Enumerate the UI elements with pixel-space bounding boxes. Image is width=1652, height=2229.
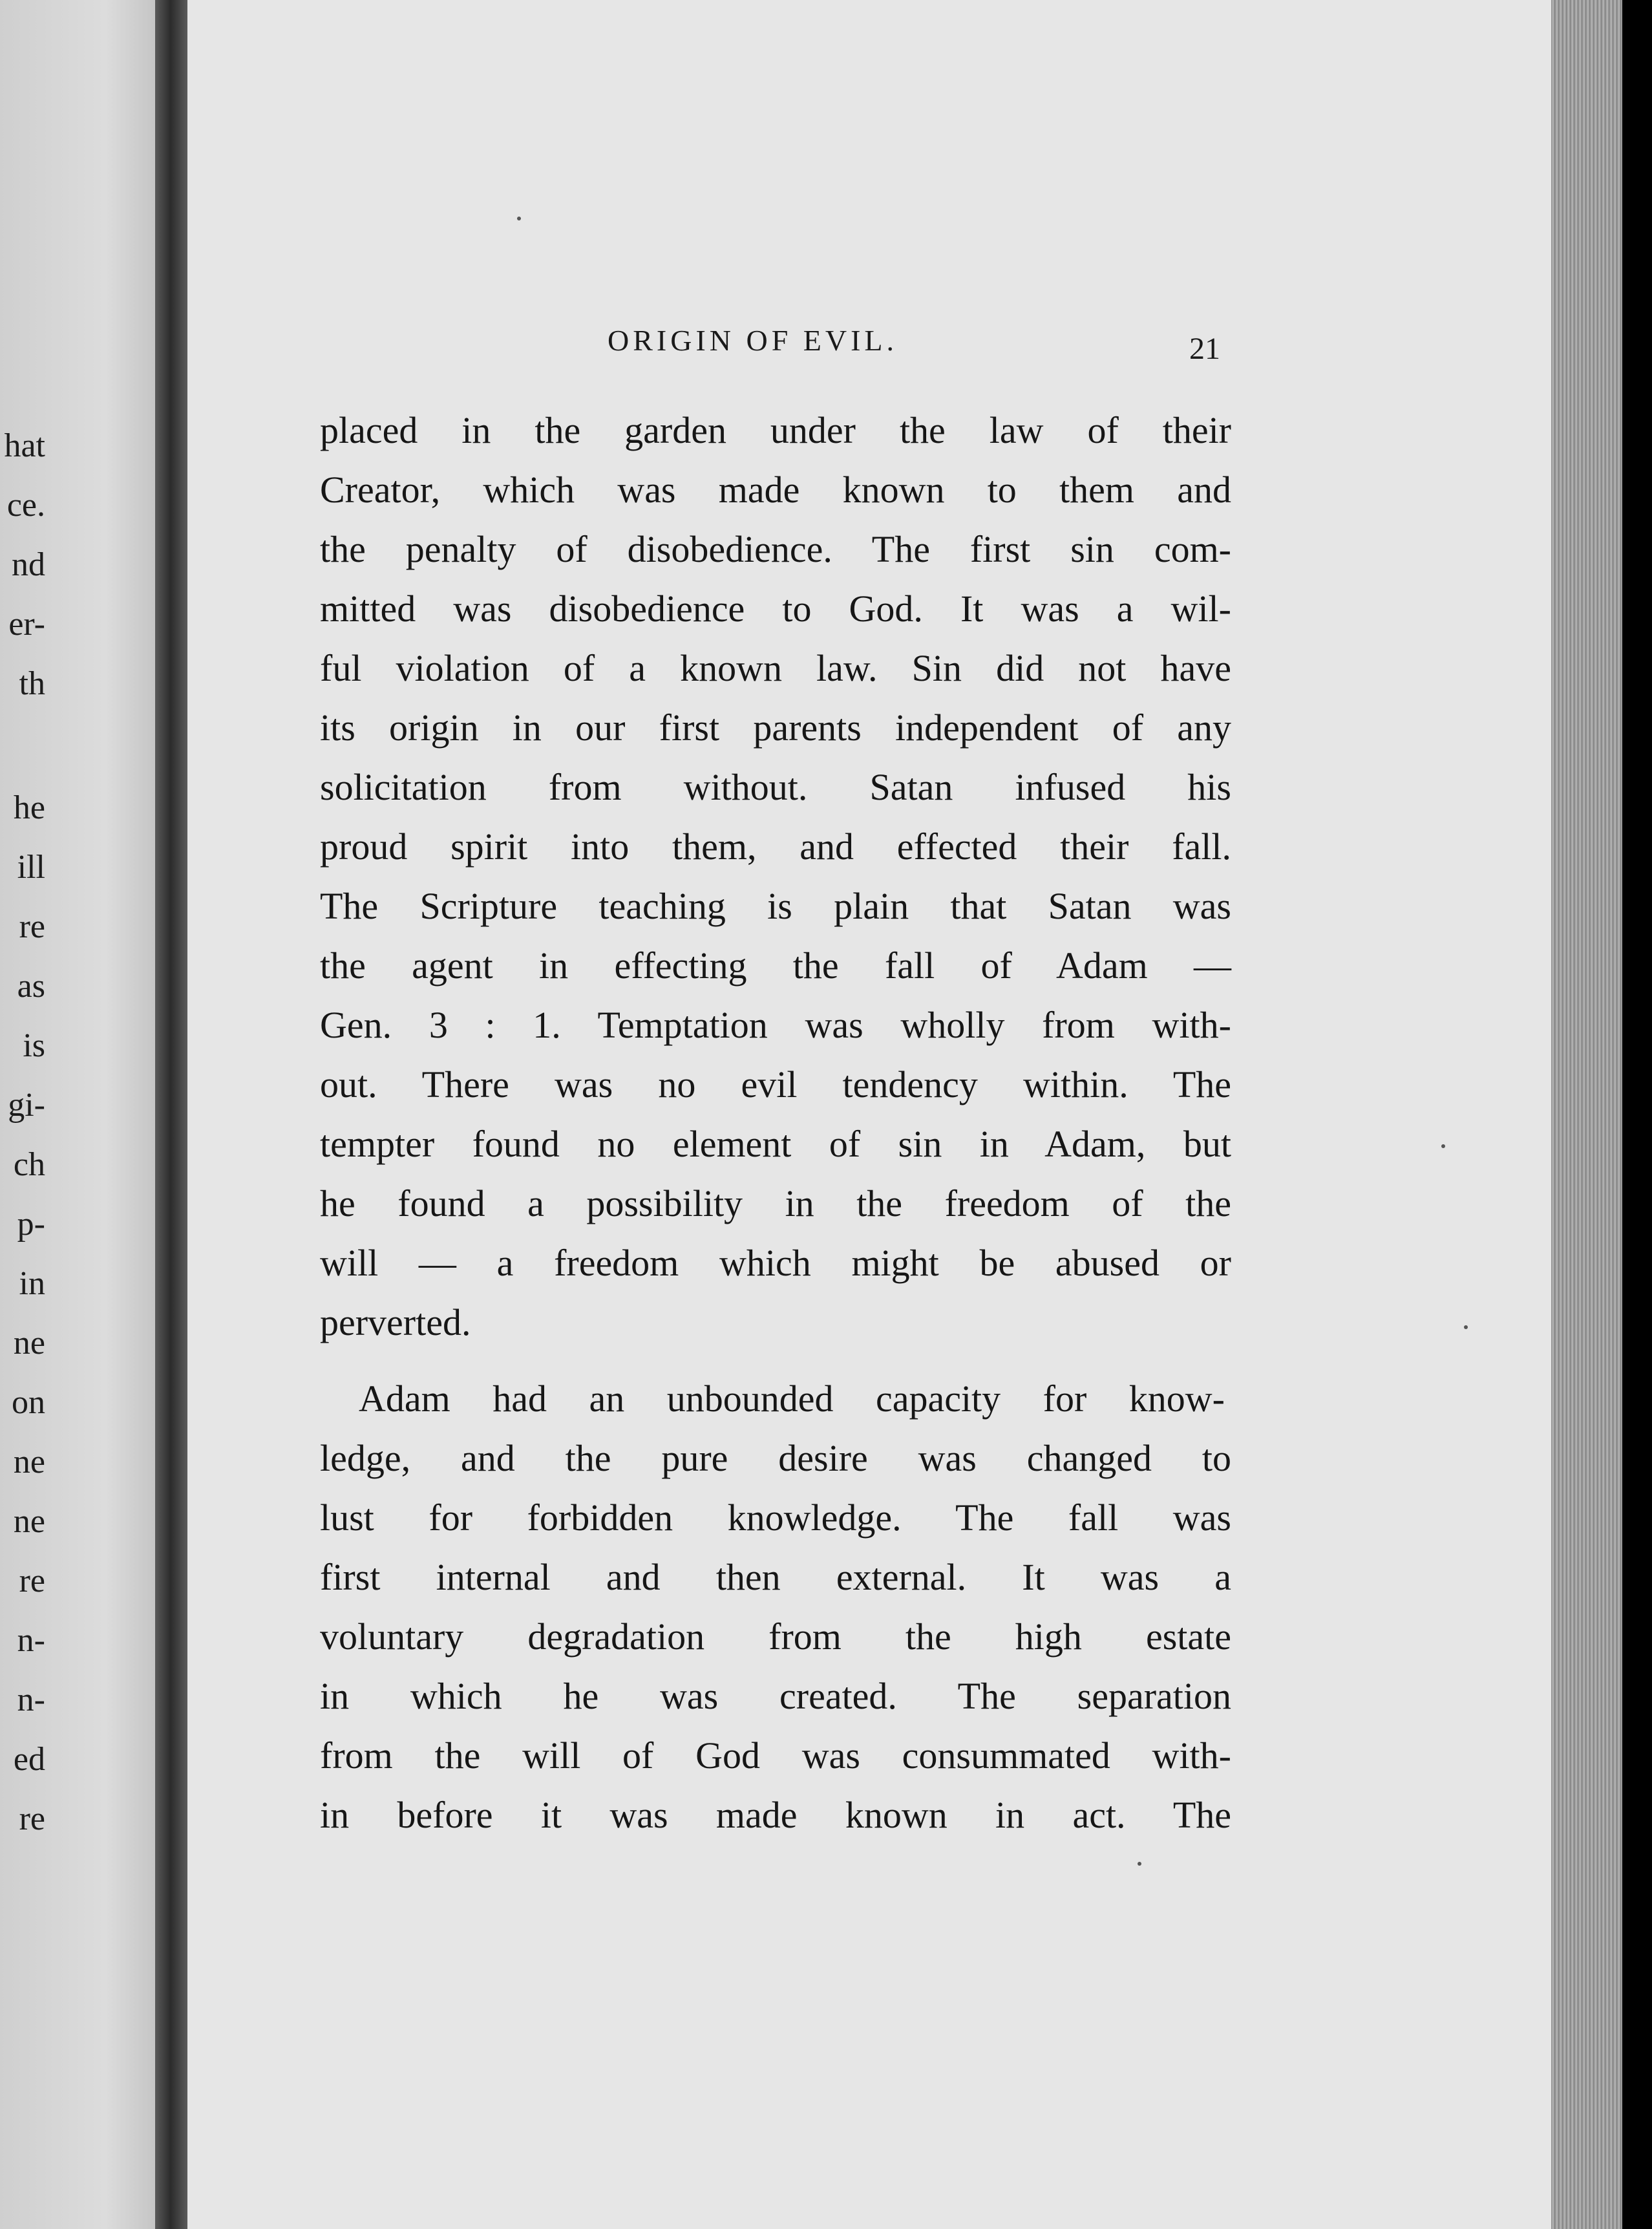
- text-line: solicitation from without. Satan infused his: [320, 766, 1231, 808]
- page-block-edge: [1551, 0, 1622, 2229]
- left-page: [0, 0, 176, 2229]
- text-line: Gen. 3 : 1. Temptation was wholly from with-: [320, 1004, 1231, 1046]
- running-head: ORIGIN OF EVIL.: [608, 324, 898, 357]
- text-line: will — a freedom which might be abused or: [320, 1242, 1231, 1284]
- left-fragment-line: hat: [4, 427, 45, 464]
- text-line: first internal and then external. It was a: [320, 1556, 1231, 1598]
- left-fragment-line: gi-: [8, 1087, 45, 1124]
- text-line: its origin in our first parents independent of any: [320, 707, 1231, 749]
- text-line: voluntary degradation from the high estate: [320, 1616, 1231, 1658]
- text-line: perverted.: [320, 1301, 471, 1343]
- text-line: The Scripture teaching is plain that Satan was: [320, 885, 1231, 927]
- text-line: from the will of God was consummated with-: [320, 1734, 1231, 1776]
- left-fragment-line: p-: [17, 1206, 45, 1242]
- text-line: mitted was disobedience to God. It was a wil-: [320, 588, 1231, 630]
- left-fragment-line: re: [19, 1800, 45, 1837]
- left-fragment-line: nd: [12, 546, 45, 583]
- left-fragment-line: in: [19, 1265, 45, 1302]
- paper-speck: [1441, 1144, 1445, 1148]
- text-line: in before it was made known in act. The: [320, 1794, 1231, 1836]
- left-fragment-line: ch: [13, 1146, 45, 1183]
- text-line: in which he was created. The separation: [320, 1675, 1231, 1717]
- text-line: the penalty of disobedience. The first sin com-: [320, 528, 1231, 570]
- text-line: proud spirit into them, and effected their fall.: [320, 826, 1231, 868]
- text-line: he found a possibility in the freedom of the: [320, 1182, 1231, 1224]
- page-number: 21: [1189, 332, 1220, 366]
- left-fragment-line: as: [17, 968, 45, 1005]
- text-line: out. There was no evil tendency within. The: [320, 1063, 1231, 1105]
- text-line: Creator, which was made known to them and: [320, 469, 1231, 511]
- left-fragment-line: er-: [8, 606, 45, 643]
- text-line: ful violation of a known law. Sin did not have: [320, 647, 1231, 689]
- text-line: the agent in effecting the fall of Adam —: [320, 944, 1231, 987]
- left-fragment-line: ne: [13, 1325, 45, 1361]
- left-fragment-line: he: [13, 789, 45, 826]
- left-fragment-line: on: [12, 1384, 45, 1421]
- left-fragment-line: n-: [17, 1622, 45, 1659]
- left-fragment-line: is: [23, 1027, 45, 1064]
- left-fragment-line: ne: [13, 1503, 45, 1540]
- text-line: ledge, and the pure desire was changed to: [320, 1437, 1231, 1479]
- left-fragment-line: ne: [13, 1444, 45, 1480]
- left-fragment-line: re: [19, 908, 45, 945]
- paper-speck: [1138, 1862, 1141, 1866]
- left-fragment-line: ill: [17, 849, 45, 886]
- left-fragment-line: th: [19, 665, 45, 702]
- paper-speck: [1464, 1325, 1468, 1329]
- paper-speck: [517, 217, 521, 220]
- text-line: Adam had an unbounded capacity for know-: [359, 1378, 1225, 1420]
- left-fragment-line: re: [19, 1562, 45, 1599]
- left-fragment-line: ed: [13, 1741, 45, 1778]
- left-fragment-line: n-: [17, 1681, 45, 1718]
- left-fragment-line: ce.: [6, 487, 45, 524]
- text-line: tempter found no element of sin in Adam, but: [320, 1123, 1231, 1165]
- text-line: lust for forbidden knowledge. The fall was: [320, 1497, 1231, 1539]
- text-line: placed in the garden under the law of their: [320, 409, 1231, 451]
